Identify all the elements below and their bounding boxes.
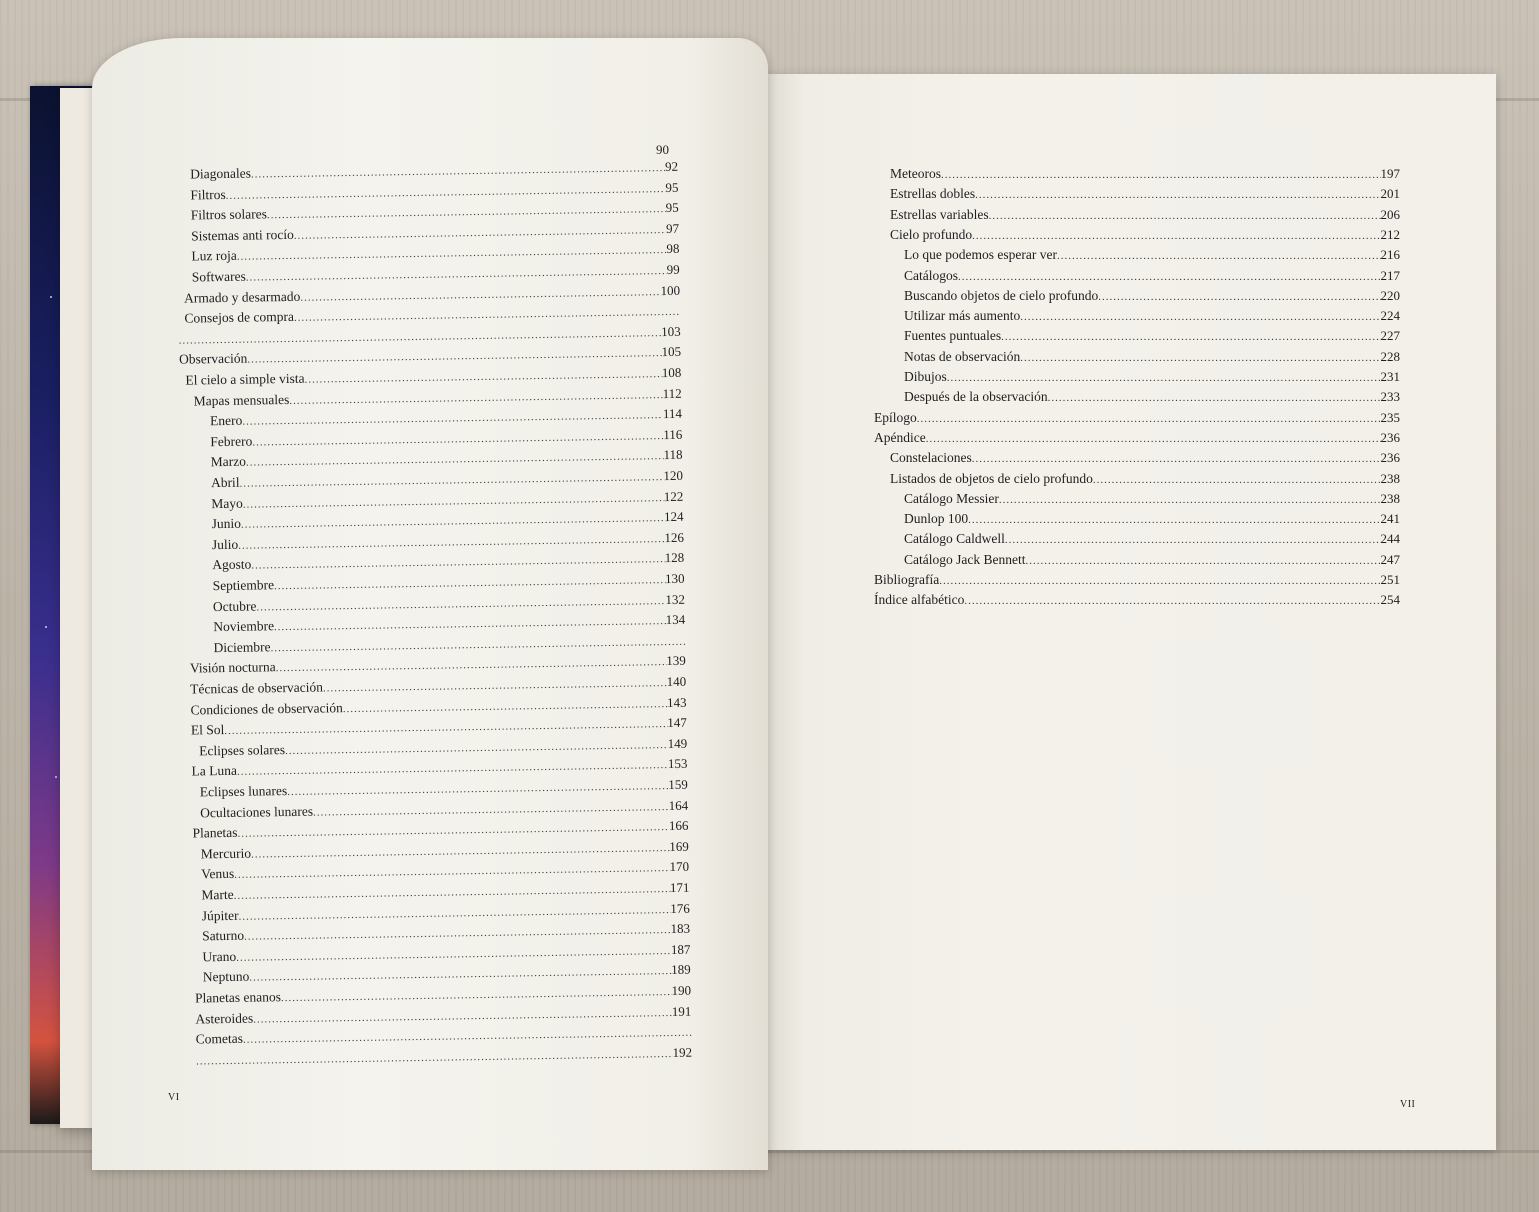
toc-entry-page: 224 bbox=[1380, 308, 1400, 324]
toc-entry-title: Agosto bbox=[212, 556, 252, 573]
toc-entry-page: 159 bbox=[668, 776, 688, 793]
toc-entry-page: 217 bbox=[1380, 267, 1400, 283]
toc-entry-title: Bibliografía bbox=[874, 572, 940, 587]
toc-entry-title: Visión nocturna bbox=[189, 659, 276, 676]
toc-entry-title: Catálogo Messier bbox=[904, 490, 999, 506]
toc-leader-dots bbox=[958, 267, 1381, 287]
toc-entry-title: Diciembre bbox=[213, 639, 271, 655]
toc-entry-title: Octubre bbox=[212, 598, 257, 614]
toc-leader-dots bbox=[972, 226, 1380, 246]
toc-entry-page: 149 bbox=[667, 735, 688, 751]
toc-entry-page: 118 bbox=[663, 447, 683, 463]
toc-entry bbox=[890, 205, 1400, 225]
toc-entry-page: 231 bbox=[1380, 369, 1400, 384]
toc-entry-title: Neptuno bbox=[202, 969, 250, 985]
toc-entry bbox=[904, 245, 1400, 265]
toc-entry-title: Júpiter bbox=[201, 907, 239, 923]
toc-entry-title: Julio bbox=[211, 536, 239, 552]
toc-entry-page: 233 bbox=[1380, 389, 1400, 405]
toc-leader-dots bbox=[939, 571, 1380, 591]
star-dot bbox=[45, 626, 47, 628]
toc-entry-page: 192 bbox=[672, 1044, 693, 1060]
toc-leader-dots bbox=[999, 490, 1381, 510]
toc-entry-page: 147 bbox=[667, 714, 687, 731]
toc-entry bbox=[904, 347, 1400, 367]
toc-entry-page: 206 bbox=[1380, 206, 1400, 222]
toc-leader-dots bbox=[1098, 287, 1380, 307]
toc-leader-dots bbox=[917, 409, 1381, 429]
toc-entry-title: Venus bbox=[201, 866, 235, 882]
toc-entry-page: 236 bbox=[1380, 429, 1400, 445]
toc-entry-page: 139 bbox=[666, 653, 686, 669]
toc-entry-page: 247 bbox=[1380, 551, 1400, 567]
toc-entry-title: Notas de observación bbox=[904, 348, 1021, 364]
toc-entry-page: 220 bbox=[1380, 287, 1400, 303]
toc-entry-page: 190 bbox=[671, 982, 692, 999]
toc-entry-page: 130 bbox=[664, 570, 685, 587]
toc-entry-title: Armado y desarmado bbox=[183, 288, 301, 306]
toc-entry-page: 166 bbox=[668, 817, 689, 834]
toc-entry-title: Observación bbox=[178, 350, 248, 368]
toc-entry-title: Después de la observación bbox=[904, 389, 1048, 405]
toc-entry-title: Constelaciones bbox=[890, 450, 972, 466]
toc-entry-page: 114 bbox=[662, 405, 683, 422]
toc-entry-page: 238 bbox=[1380, 490, 1400, 506]
toc-entry-page: 235 bbox=[1380, 409, 1400, 425]
toc-entry-title: Técnicas de observación bbox=[190, 679, 324, 697]
toc-entry-page: 95 bbox=[665, 199, 679, 216]
toc-entry-page: 140 bbox=[666, 673, 687, 690]
toc-leader-dots bbox=[1020, 348, 1380, 368]
toc-entry-page: 126 bbox=[664, 529, 685, 545]
toc-entry-title: El Sol bbox=[190, 722, 225, 738]
toc-entry-title: Luz roja bbox=[191, 248, 237, 264]
toc-entry-title: Abril bbox=[210, 474, 240, 491]
toc-entry-page: 164 bbox=[668, 797, 689, 813]
toc-entry-page: 122 bbox=[663, 488, 684, 504]
toc-leader-dots bbox=[1048, 388, 1381, 408]
left-page-folio: VI bbox=[168, 1092, 180, 1103]
toc-entry-title: Junio bbox=[211, 515, 242, 532]
toc-entry-title: Mayo bbox=[211, 495, 243, 511]
toc-entry-title: Ocultaciones lunares bbox=[200, 803, 314, 820]
toc-entry-title: Filtros bbox=[190, 186, 226, 203]
star-dot bbox=[50, 296, 52, 298]
toc-entry-title: Mapas mensuales bbox=[193, 391, 290, 409]
toc-entry-page: 238 bbox=[1380, 470, 1400, 486]
toc-leader-dots bbox=[941, 165, 1381, 185]
toc-entry bbox=[890, 184, 1400, 204]
toc-entry bbox=[874, 428, 1400, 448]
toc-entry-page: 105 bbox=[661, 344, 682, 360]
toc-entry-title: Buscando objetos de cielo profundo bbox=[904, 287, 1099, 303]
toc-entry-page: 120 bbox=[663, 467, 684, 484]
toc-entry-page: 116 bbox=[663, 426, 683, 442]
toc-entry-page: 212 bbox=[1380, 226, 1400, 242]
toc-entry-page: 201 bbox=[1380, 186, 1400, 202]
toc-entry-page: 124 bbox=[663, 508, 684, 525]
toc-entry-page: 227 bbox=[1380, 328, 1400, 344]
toc-entry-page: 191 bbox=[671, 1003, 692, 1019]
toc-entry bbox=[904, 286, 1400, 306]
toc-entry-title: Catálogos bbox=[904, 267, 958, 283]
toc-entry-title: La Luna bbox=[191, 763, 238, 779]
toc-entry-page: 132 bbox=[665, 591, 686, 607]
toc-entry-title: Planetas bbox=[192, 825, 238, 841]
toc-entry-title: Apéndice bbox=[874, 429, 926, 445]
toc-entry-title: Índice alfabético bbox=[874, 592, 965, 608]
toc-leader-dots bbox=[972, 449, 1381, 469]
toc-entry bbox=[874, 408, 1400, 428]
toc-leader-dots bbox=[1093, 470, 1381, 490]
toc-entry-title: Meteoros bbox=[890, 166, 941, 181]
toc-entry-title: Fuentes puntuales bbox=[904, 328, 1002, 344]
toc-entry-page: 170 bbox=[669, 859, 690, 875]
toc-entry-title: Mercurio bbox=[200, 845, 252, 862]
toc-leader-dots bbox=[1020, 307, 1380, 327]
toc-entry-title: Catálogo Caldwell bbox=[904, 531, 1005, 547]
toc-entry bbox=[890, 469, 1400, 489]
toc-entry-page: 92 bbox=[664, 158, 679, 175]
toc-entry bbox=[890, 225, 1400, 245]
right-page bbox=[760, 74, 1496, 1150]
toc-entry-page: 216 bbox=[1380, 247, 1400, 263]
toc-entry-title: Dunlop 100 bbox=[904, 511, 969, 527]
toc-entry-title: Saturno bbox=[202, 927, 245, 944]
toc-entry-title: Estrellas variables bbox=[890, 206, 989, 222]
toc-entry-title: Filtros solares bbox=[190, 206, 268, 223]
toc-entry-page: 153 bbox=[667, 756, 688, 772]
toc-entry-title: Cometas bbox=[195, 1030, 244, 1047]
toc-entry-title: Eclipses solares bbox=[199, 741, 286, 759]
toc-leader-dots bbox=[964, 591, 1380, 611]
toc-entry-page: 244 bbox=[1380, 531, 1400, 547]
toc-entry-title: Utilizar más aumento bbox=[904, 308, 1021, 324]
toc-entry-title: Dibujos bbox=[904, 369, 947, 384]
toc-entry bbox=[904, 266, 1400, 286]
toc-entry bbox=[904, 326, 1400, 346]
toc-entry-page: 95 bbox=[665, 179, 679, 195]
toc-entry-title: Epílogo bbox=[874, 409, 917, 425]
star-dot bbox=[55, 776, 57, 778]
toc-entry-page: 183 bbox=[670, 920, 691, 937]
toc-entry-title: Estrellas dobles bbox=[890, 186, 976, 202]
toc-entry-page: 103 bbox=[661, 323, 681, 339]
toc-entry-title: Lo que podemos esperar ver bbox=[904, 247, 1057, 263]
toc-entry-page: 99 bbox=[666, 261, 680, 278]
toc-leader-dots bbox=[1005, 530, 1381, 550]
toc-entry bbox=[904, 529, 1400, 549]
toc-entry-title: Eclipses lunares bbox=[199, 783, 288, 800]
toc-leader-dots bbox=[1025, 551, 1380, 571]
toc-entry-title: Consejos de compra bbox=[184, 309, 295, 326]
toc-entry-title: Enero bbox=[209, 412, 243, 429]
right-page-folio: VII bbox=[1400, 1099, 1416, 1110]
toc-leader-dots bbox=[926, 429, 1381, 449]
toc-entry-page: 143 bbox=[666, 694, 687, 710]
toc-entry bbox=[904, 387, 1400, 407]
toc-entry-title: Cielo profundo bbox=[890, 226, 973, 242]
toc-entry-title: Asteroides bbox=[195, 1010, 254, 1027]
toc-entry bbox=[904, 489, 1400, 509]
toc-entry-title: Diagonales bbox=[190, 165, 251, 182]
toc-entry bbox=[890, 164, 1400, 184]
toc-entry-page: 97 bbox=[665, 220, 680, 236]
toc-leader-dots bbox=[975, 185, 1380, 205]
toc-entry-title: Softwares bbox=[191, 268, 246, 285]
toc-entry-page: 108 bbox=[661, 364, 682, 381]
toc-entry bbox=[904, 367, 1400, 387]
toc-leader-dots bbox=[1001, 327, 1380, 347]
toc-entry-page: 128 bbox=[664, 550, 685, 566]
toc-entry-title: Marzo bbox=[210, 454, 247, 470]
toc-entry-page: 98 bbox=[666, 241, 680, 257]
toc-entry-page: 169 bbox=[669, 838, 689, 854]
toc-entry-page: 197 bbox=[1380, 166, 1400, 181]
toc-entry bbox=[874, 590, 1400, 610]
left-page bbox=[92, 38, 768, 1170]
toc-leader-dots bbox=[947, 368, 1381, 388]
toc-entry-title: Catálogo Jack Bennett bbox=[904, 551, 1026, 567]
toc-entry-page: 254 bbox=[1380, 592, 1400, 608]
toc-entry-title: Marte bbox=[201, 886, 234, 903]
toc-leader-dots bbox=[989, 206, 1381, 226]
toc-entry-title: Condiciones de observación bbox=[190, 699, 343, 718]
toc-entry-title: Noviembre bbox=[213, 618, 275, 635]
toc-entry bbox=[904, 306, 1400, 326]
toc-entry-page: 187 bbox=[670, 941, 691, 957]
toc-entry bbox=[904, 550, 1400, 570]
toc-entry-page: 189 bbox=[671, 962, 691, 978]
toc-entry bbox=[904, 509, 1400, 529]
toc-entry-page: 251 bbox=[1380, 572, 1400, 587]
toc-entry-page: 171 bbox=[669, 879, 690, 896]
toc-entry-title: Listados de objetos de cielo profundo bbox=[890, 470, 1093, 486]
toc-entry-page: 241 bbox=[1380, 511, 1400, 527]
toc-entry-page: 236 bbox=[1380, 450, 1400, 466]
toc-page-number: 90 bbox=[656, 142, 669, 157]
toc-entry-title: Urano bbox=[202, 948, 237, 965]
toc-entry-title: Septiembre bbox=[212, 577, 275, 594]
toc-entry-page: 112 bbox=[662, 385, 682, 401]
toc-entry-page: 228 bbox=[1380, 348, 1400, 364]
toc-entry-page: 176 bbox=[670, 900, 690, 916]
toc-entry-page: 100 bbox=[660, 282, 681, 298]
toc-entry-page: 134 bbox=[665, 611, 686, 628]
toc-entry-title: Sistemas anti rocío bbox=[191, 226, 294, 244]
toc-leader-dots bbox=[1057, 246, 1381, 266]
toc-entry bbox=[890, 448, 1400, 468]
toc-entry-title: Febrero bbox=[210, 433, 253, 449]
toc-entry bbox=[874, 570, 1400, 590]
toc-leader-dots bbox=[968, 510, 1380, 530]
toc-entry-title: El cielo a simple vista bbox=[185, 370, 305, 388]
toc-entry-title: Planetas enanos bbox=[194, 989, 282, 1006]
